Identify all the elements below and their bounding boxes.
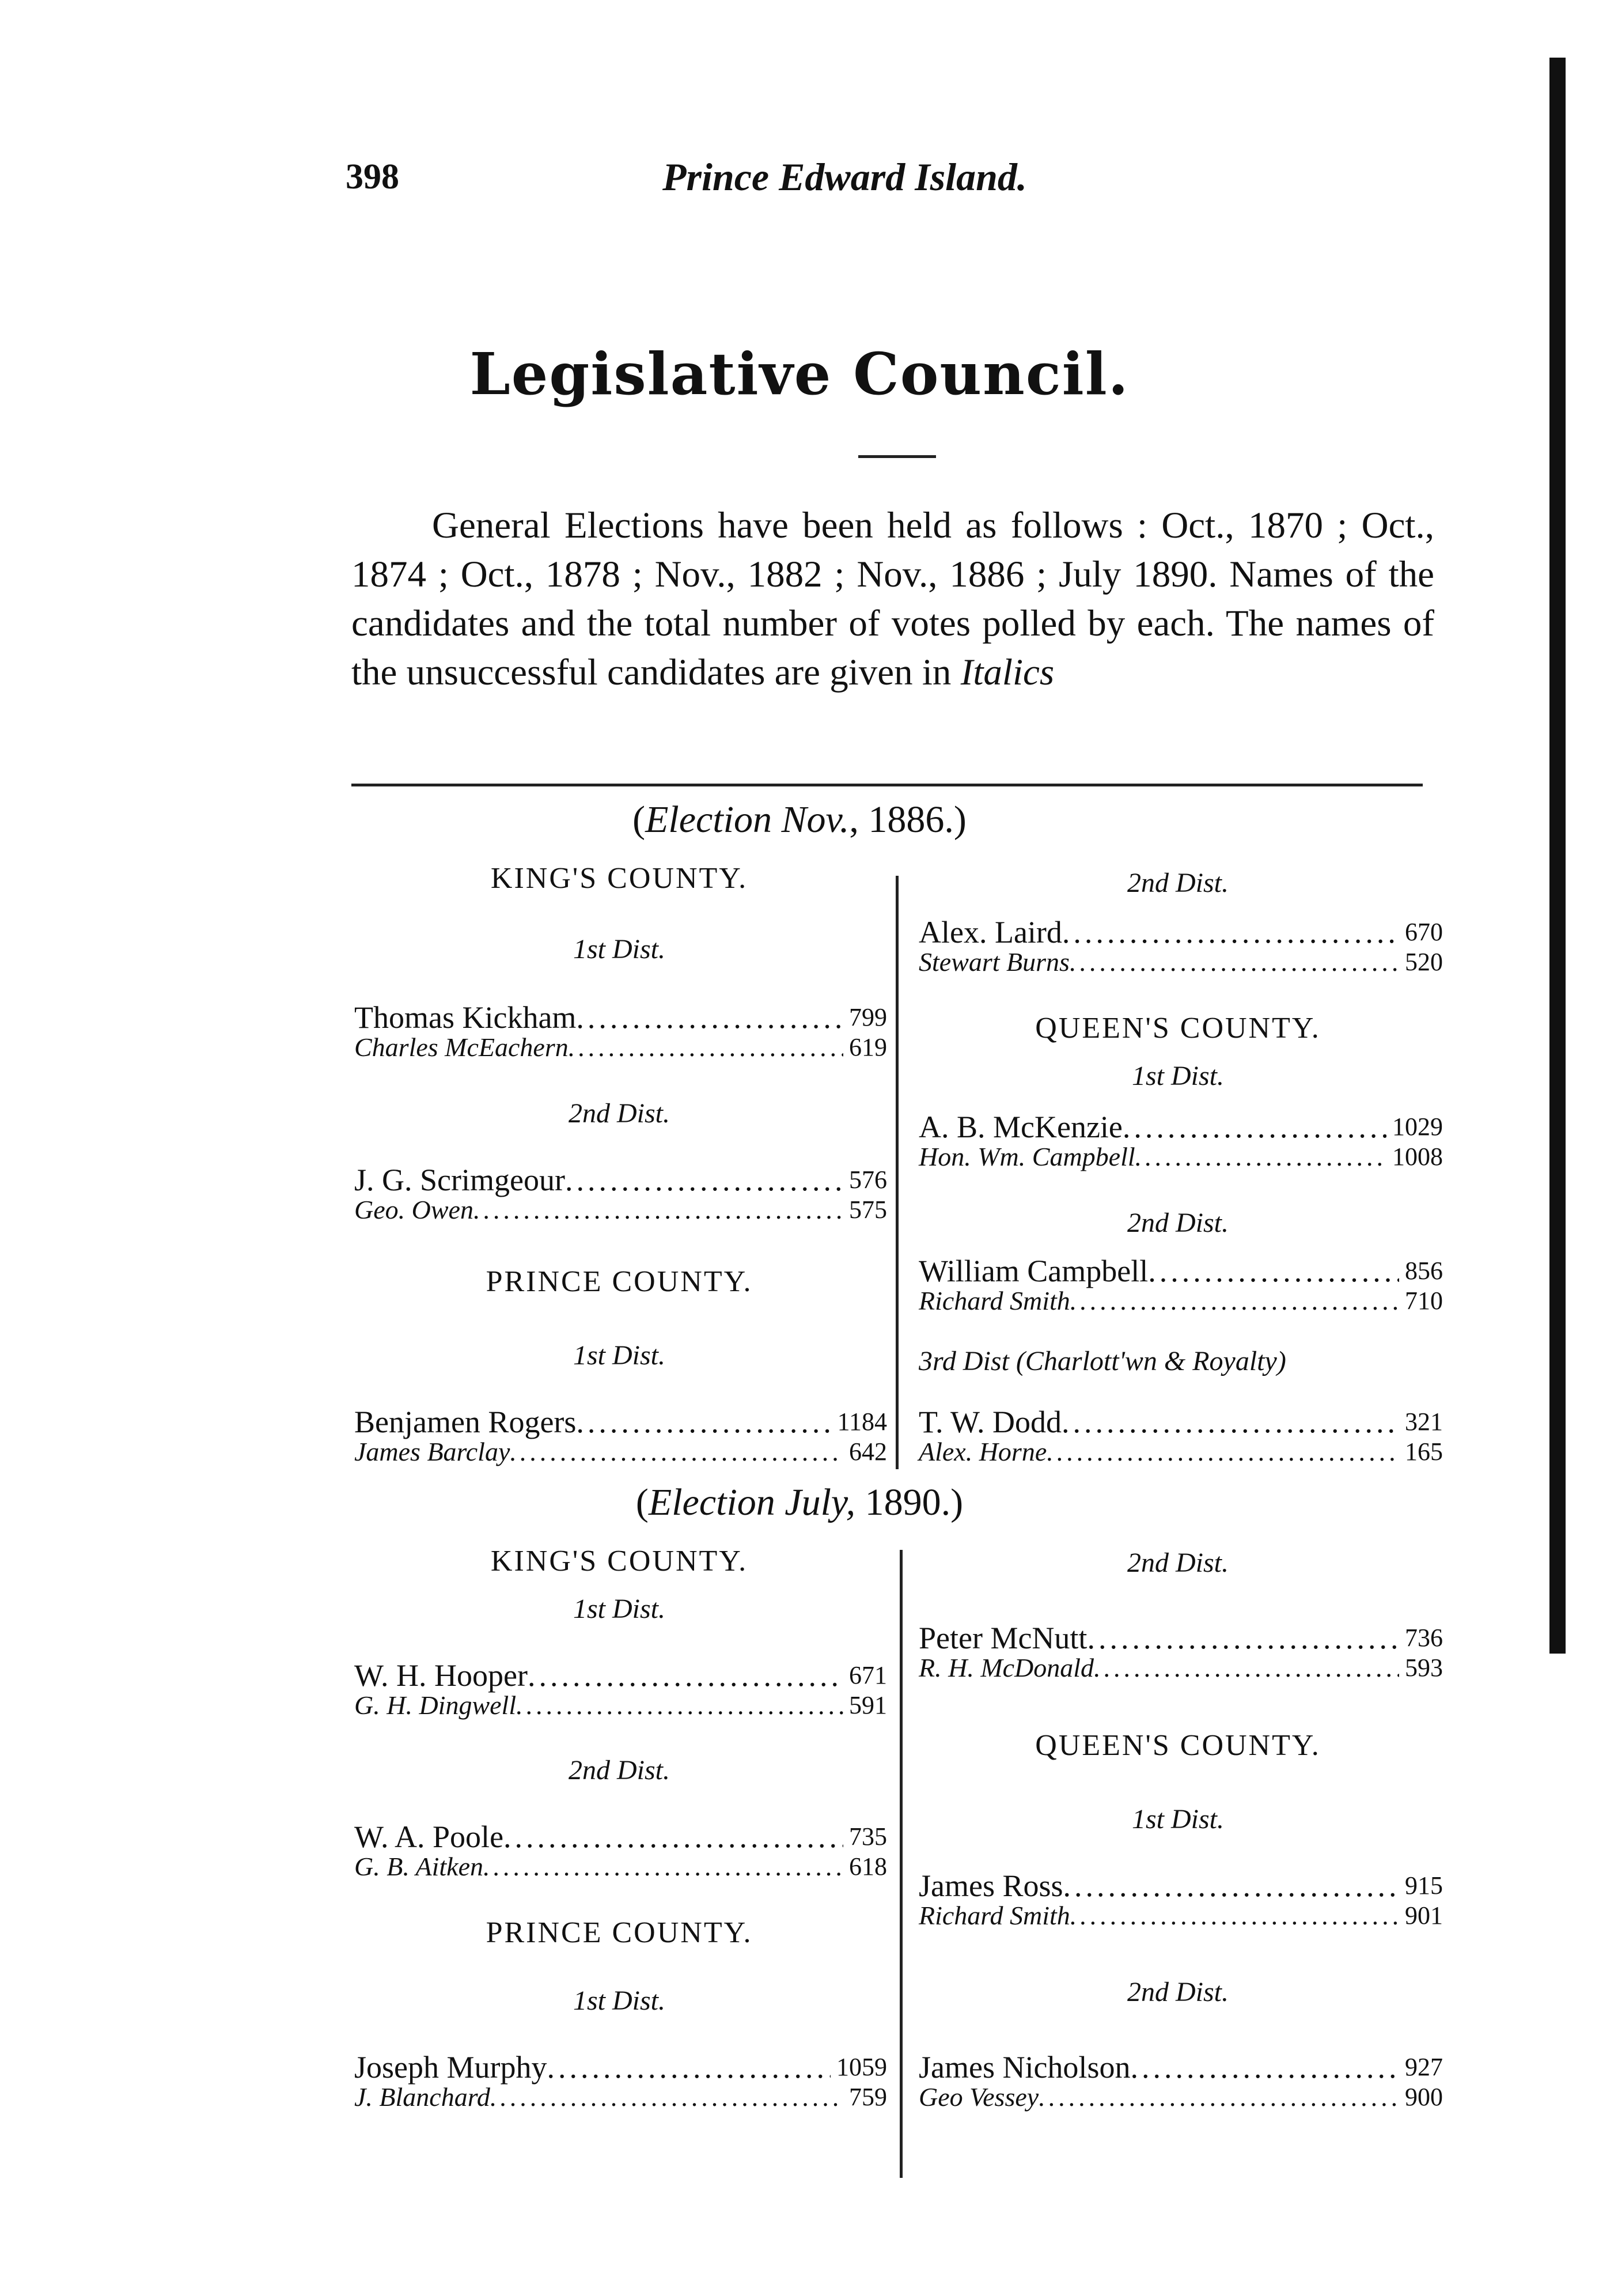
vote-count: 736 — [1405, 1624, 1443, 1652]
candidate-name: W. H. Hooper — [354, 1658, 528, 1693]
page-number: 398 — [346, 157, 399, 196]
candidate-row — [919, 947, 1443, 977]
heading-paren: ( — [635, 1481, 649, 1523]
vote-count: 915 — [1405, 1871, 1443, 1900]
leader-dots — [1070, 947, 1399, 977]
candidate-name: R. H. McDonald — [919, 1653, 1094, 1682]
district-heading: 2nd Dist. — [1127, 1208, 1229, 1238]
leader-dots — [516, 1690, 843, 1720]
candidate-row — [919, 1870, 1443, 1902]
candidate-row — [354, 1659, 887, 1692]
page-edge-bar — [1549, 58, 1566, 1654]
candidate-row — [919, 1622, 1443, 1654]
vote-count: 593 — [1405, 1654, 1443, 1682]
candidate-row — [354, 2082, 887, 2112]
leader-dots — [576, 1406, 831, 1438]
county-heading: KING'S COUNTY. — [490, 1545, 748, 1578]
candidate-row — [354, 1852, 887, 1882]
candidate-row — [919, 1255, 1443, 1287]
candidate-name: J. G. Scrimgeour — [354, 1163, 565, 1197]
vote-count: 1029 — [1392, 1113, 1443, 1141]
candidate-row — [919, 2082, 1443, 2112]
leader-dots — [1062, 916, 1399, 948]
candidate-name: T. W. Dodd — [919, 1405, 1062, 1439]
candidate-row — [354, 1001, 887, 1034]
candidate-name: William Campbell — [919, 1254, 1149, 1288]
candidate-row — [919, 1653, 1443, 1683]
election-heading-1886 — [0, 798, 1599, 842]
leader-dots — [1123, 1111, 1386, 1143]
candidate-name: James Nicholson — [919, 2050, 1131, 2085]
leader-dots — [565, 1164, 843, 1196]
candidate-name: Richard Smith — [919, 1286, 1070, 1315]
candidate-row — [919, 1901, 1443, 1931]
heading-year: 1890.) — [855, 1481, 964, 1523]
county-heading: PRINCE COUNTY. — [486, 1916, 753, 1949]
leader-dots — [576, 1001, 843, 1034]
leader-dots — [1039, 2082, 1399, 2112]
vote-count: 520 — [1405, 948, 1443, 976]
candidate-row — [919, 916, 1443, 948]
vote-count: 576 — [849, 1166, 887, 1194]
candidate-row — [919, 1142, 1443, 1172]
vote-count: 670 — [1405, 918, 1443, 946]
district-heading: 2nd Dist. — [568, 1755, 670, 1786]
candidate-name: Geo Vessey — [919, 2082, 1039, 2112]
candidate-row — [354, 1821, 887, 1853]
leader-dots — [473, 1195, 843, 1225]
leader-dots — [490, 2082, 843, 2112]
leader-dots — [1063, 1870, 1399, 1902]
running-title: Prince Edward Island. — [662, 155, 1027, 199]
district-heading: 3rd Dist (Charlott'wn & Royalty) — [919, 1346, 1286, 1376]
district-heading: 1st Dist. — [573, 1340, 666, 1371]
intro-italics-word: Italics — [960, 652, 1055, 693]
vote-count: 901 — [1405, 1901, 1443, 1930]
section-rule — [351, 784, 1423, 786]
vote-count: 856 — [1405, 1257, 1443, 1285]
leader-dots — [503, 1821, 843, 1853]
candidate-name: G. B. Aitken — [354, 1852, 483, 1881]
candidate-row — [919, 2051, 1443, 2083]
leader-dots — [1047, 1437, 1399, 1467]
candidate-row — [919, 1406, 1443, 1438]
candidate-name: A. B. McKenzie — [919, 1110, 1123, 1144]
county-heading: KING'S COUNTY. — [490, 862, 748, 895]
candidate-row — [919, 1286, 1443, 1316]
leader-dots — [510, 1437, 843, 1467]
candidate-name: Stewart Burns — [919, 947, 1070, 977]
candidate-row — [354, 1690, 887, 1720]
candidate-name: W. A. Poole — [354, 1820, 504, 1854]
leader-dots — [569, 1032, 843, 1062]
candidate-name: Geo. Owen — [354, 1195, 473, 1224]
candidate-name: Joseph Murphy — [354, 2050, 547, 2085]
candidate-name: Thomas Kickham — [354, 1000, 577, 1035]
vote-count: 591 — [849, 1691, 887, 1719]
candidate-row — [919, 1111, 1443, 1143]
candidate-name: G. H. Dingwell — [354, 1690, 517, 1720]
vote-count: 671 — [849, 1661, 887, 1689]
candidate-name: Hon. Wm. Campbell — [919, 1142, 1135, 1171]
candidate-name: J. Blanchard — [354, 2082, 490, 2112]
district-heading: 2nd Dist. — [1127, 868, 1229, 898]
vote-count: 1184 — [837, 1408, 887, 1436]
column-divider-1886 — [896, 876, 899, 1469]
vote-count: 735 — [849, 1822, 887, 1851]
candidate-row — [354, 2051, 887, 2083]
county-heading: QUEEN'S COUNTY. — [1035, 1729, 1321, 1762]
district-heading: 1st Dist. — [1131, 1061, 1225, 1091]
leader-dots — [1062, 1406, 1399, 1438]
election-heading-1890 — [0, 1481, 1599, 1525]
vote-count: 618 — [849, 1852, 887, 1881]
vote-count: 321 — [1405, 1408, 1443, 1436]
district-heading: 1st Dist. — [573, 1594, 666, 1624]
leader-dots — [528, 1659, 843, 1692]
leader-dots — [1130, 2051, 1399, 2083]
candidate-row — [354, 1406, 887, 1438]
leader-dots — [1087, 1622, 1399, 1654]
candidate-name: Benjamen Rogers — [354, 1405, 577, 1439]
district-heading: 1st Dist. — [1131, 1804, 1225, 1834]
leader-dots — [547, 2051, 831, 2083]
intro-paragraph — [351, 501, 1434, 697]
heading-label: Election July, — [648, 1481, 856, 1523]
candidate-name: Charles McEachern — [354, 1032, 569, 1062]
candidate-name: Peter McNutt — [919, 1621, 1088, 1655]
district-heading: 2nd Dist. — [568, 1098, 670, 1129]
district-heading: 2nd Dist. — [1127, 1977, 1229, 2007]
candidate-name: James Barclay — [354, 1437, 510, 1466]
leader-dots — [1070, 1901, 1399, 1931]
vote-count: 1059 — [836, 2053, 887, 2081]
candidate-row — [354, 1437, 887, 1467]
vote-count: 799 — [849, 1003, 887, 1031]
leader-dots — [1094, 1653, 1399, 1683]
candidate-name: Alex. Horne — [919, 1437, 1047, 1466]
candidate-name: Alex. Laird — [919, 915, 1062, 950]
vote-count: 927 — [1405, 2053, 1443, 2081]
vote-count: 900 — [1405, 2083, 1443, 2111]
leader-dots — [1135, 1142, 1386, 1172]
vote-count: 1008 — [1392, 1143, 1443, 1171]
candidate-row — [919, 1437, 1443, 1467]
county-heading: PRINCE COUNTY. — [486, 1265, 753, 1298]
vote-count: 642 — [849, 1438, 887, 1466]
leader-dots — [483, 1852, 843, 1882]
district-heading: 1st Dist. — [573, 934, 666, 964]
vote-count: 710 — [1405, 1287, 1443, 1315]
candidate-row — [354, 1164, 887, 1196]
heading-year: , 1886.) — [849, 799, 967, 841]
vote-count: 619 — [849, 1033, 887, 1061]
leader-dots — [1070, 1286, 1399, 1316]
column-divider-1890 — [900, 1550, 903, 2178]
county-heading: QUEEN'S COUNTY. — [1035, 1012, 1321, 1045]
candidate-name: Richard Smith — [919, 1901, 1070, 1930]
district-heading: 2nd Dist. — [1127, 1548, 1229, 1578]
vote-count: 575 — [849, 1196, 887, 1224]
vote-count: 165 — [1405, 1438, 1443, 1466]
vote-count: 759 — [849, 2083, 887, 2111]
heading-paren: ( — [632, 799, 646, 841]
heading-label: Election Nov. — [645, 799, 850, 841]
candidate-row — [354, 1195, 887, 1225]
candidate-name: James Ross — [919, 1868, 1063, 1903]
candidate-row — [354, 1032, 887, 1062]
district-heading: 1st Dist. — [573, 1985, 666, 2016]
section-title: Legislative Council. — [469, 340, 1130, 408]
title-rule — [858, 455, 936, 458]
leader-dots — [1148, 1255, 1399, 1287]
intro-text: General Elections have been held as follows : Oct., 1870 ; Oct., 1874 ; Oct., 1878 ; Nov., 1882 ; Nov., 1886 ; July 1890. Names of the candidates and the total number of votes polled by each. The names of the unsuccessful candidates are given in — [351, 505, 1434, 693]
